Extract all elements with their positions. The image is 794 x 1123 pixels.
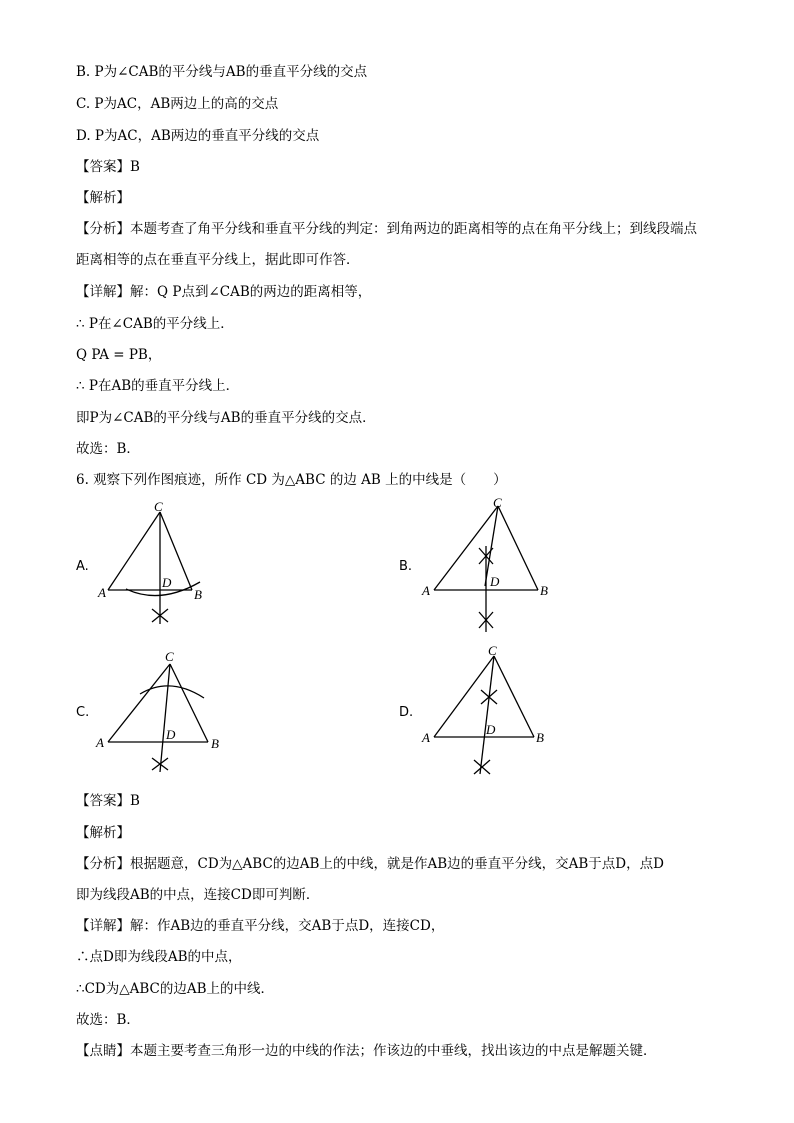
figure-a-label-b: B	[194, 587, 202, 602]
option-c-text: C. P为AC，AB两边上的高的交点	[76, 96, 279, 112]
analysis-heading-2: 【解析】	[76, 825, 130, 841]
figure-b-label-d: D	[490, 574, 500, 589]
figure-c-label-b: B	[211, 736, 219, 751]
figure-c-label-c: C	[165, 649, 174, 664]
step-3: ∴ P在AB的垂直平分线上．	[76, 378, 240, 394]
figure-a-label-c: C	[154, 499, 163, 514]
fenxi-2-line-a: 【分析】根据题意，CD为△ABC的边AB上的中线，就是作AB边的垂直平分线，交AB于点D，点D	[76, 856, 664, 872]
figure-d-label-b: B	[536, 730, 544, 745]
analysis-heading-1: 【解析】	[76, 190, 130, 206]
figure-d-side-ac	[434, 656, 494, 737]
option-d-text: D. P为AC，AB两边的垂直平分线的交点	[76, 128, 320, 144]
step-5: ∴点D即为线段AB的中点，	[76, 949, 242, 965]
choose-1: 故选：B．	[76, 441, 140, 457]
figure-c-side-bc	[170, 664, 208, 742]
option-b-text: B. P为∠CAB的平分线与AB的垂直平分线的交点	[76, 64, 368, 80]
figure-c-line-cd	[160, 664, 170, 772]
dianjing: 【点睛】本题主要考查三角形一边的中线的作法；作该边的中垂线，找出该边的中点是解题关键．	[76, 1043, 657, 1059]
step-1: ∴ P在∠CAB的平分线上．	[76, 316, 234, 332]
figure-c-option: C.	[76, 705, 90, 720]
figure-b-label-b: B	[540, 583, 548, 598]
figure-c-side-ac	[108, 664, 170, 742]
figure-c	[94, 646, 234, 776]
figure-d-side-bc	[494, 656, 534, 737]
figure-d	[418, 640, 558, 780]
figure-d-label-d: D	[486, 722, 496, 737]
figure-a-side-ac	[108, 512, 160, 590]
xiangjie-1: 【详解】解：Q P点到∠CAB的两边的距离相等，	[76, 284, 372, 300]
figure-b-label-c: C	[493, 495, 502, 510]
figure-c-label-a: A	[96, 735, 104, 750]
step-4: 即P为∠CAB的平分线与AB的垂直平分线的交点．	[76, 410, 376, 426]
figure-b-side-ac	[434, 506, 498, 590]
step-6: ∴CD为△ABC的边AB上的中线．	[76, 981, 275, 997]
fenxi-1-line-a: 【分析】本题考查了角平分线和垂直平分线的判定：到角两边的距离相等的点在角平分线上；到线段端点	[76, 221, 697, 237]
question-6: 6. 观察下列作图痕迹，所作 CD 为△ABC 的边 AB 上的中线是（ ）	[76, 472, 507, 488]
figure-a-option: A.	[76, 559, 89, 574]
figure-c-label-d: D	[166, 727, 176, 742]
xiangjie-2: 【详解】解：作AB边的垂直平分线，交AB于点D，连接CD，	[76, 918, 445, 934]
figure-b-label-a: A	[422, 583, 430, 598]
figure-a	[92, 498, 222, 628]
choose-2: 故选：B．	[76, 1012, 140, 1028]
figure-d-label-a: A	[422, 730, 430, 745]
figure-d-label-c: C	[488, 643, 497, 658]
fenxi-1-line-b: 距离相等的点在垂直平分线上，据此即可作答．	[76, 252, 360, 268]
figure-b-option: B.	[399, 559, 413, 574]
figure-d-option: D.	[399, 705, 414, 720]
answer-1: 【答案】B	[76, 159, 140, 175]
figure-b	[418, 494, 558, 634]
figure-a-label-d: D	[162, 575, 172, 590]
fenxi-2-line-b: 即为线段AB的中点，连接CD即可判断．	[76, 887, 320, 903]
answer-2: 【答案】B	[76, 793, 140, 809]
figure-c-arc	[140, 686, 204, 698]
step-2: Q PA = PB，	[76, 347, 162, 363]
figure-b-side-bc	[498, 506, 538, 590]
figure-d-line-cd	[480, 656, 494, 774]
figure-a-label-a: A	[98, 585, 106, 600]
